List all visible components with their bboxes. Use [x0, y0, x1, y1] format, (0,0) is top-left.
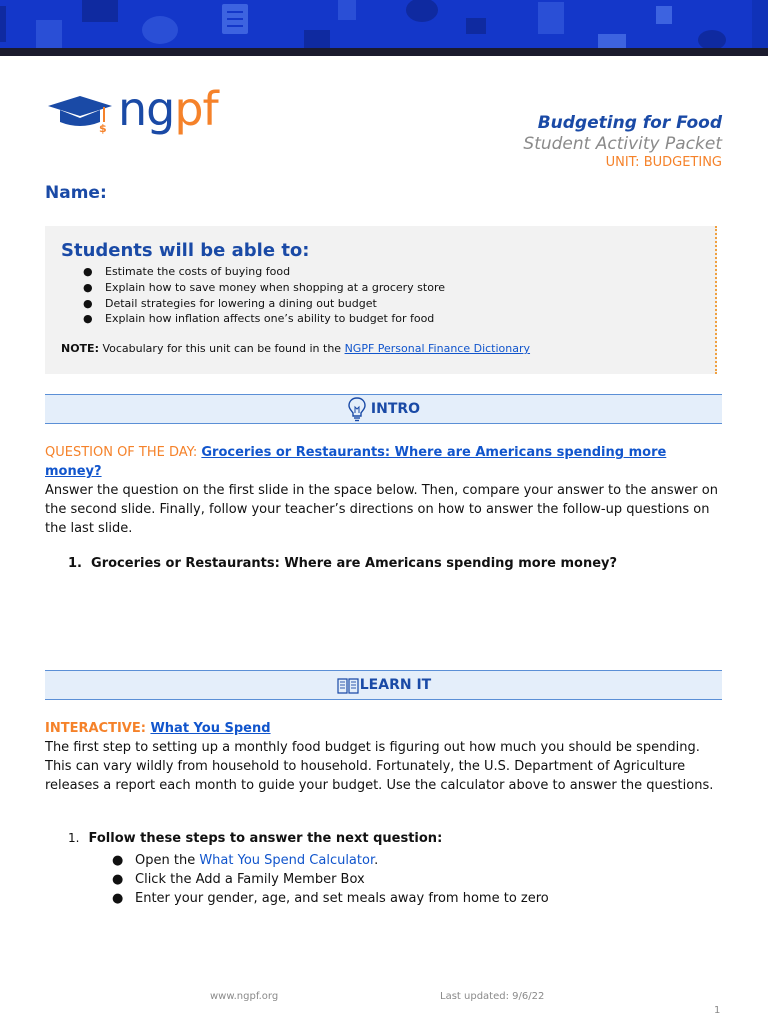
dictionary-link[interactable]: NGPF Personal Finance Dictionary [344, 342, 531, 355]
document-title: Budgeting for Food [537, 113, 722, 133]
step-item: ● Click the Add a Family Member Box [112, 870, 549, 889]
unit-label: UNIT: BUDGETING [605, 155, 722, 170]
qotd-link[interactable]: Groceries or Restaurants: Where are Americans spending more money? [45, 445, 667, 479]
footer-url: www.ngpf.org [210, 991, 279, 1002]
steps-heading [68, 831, 442, 846]
svg-text:$: $ [99, 122, 107, 135]
learn-paragraph: The first step to setting up a monthly food budget is figuring out how much you should be spending. This can vary wildly from household to household. Fortunately, the U.S. Department of Agriculture releases a report each month to guide your budget. Use the calculator above to answer the questions. [45, 740, 714, 793]
what-you-spend-link[interactable]: What You Spend [150, 721, 271, 736]
step-heading-text: Follow these steps to answer the next question: [88, 831, 443, 846]
intro-instructions: Answer the question on the first slide in the space below. Then, compare your answer to the answer on the second slide. Finally, follow your teacher’s directions on how to answer the follow-up questions on the last slide. [45, 483, 718, 536]
intro-section-header [45, 394, 722, 424]
note-text: Vocabulary for this unit can be found in the [98, 342, 345, 355]
document-subtitle: Student Activity Packet [523, 134, 722, 154]
step-number: 1. [68, 831, 80, 845]
objectives-heading: Students will be able to: [61, 240, 310, 261]
banner-pattern [0, 0, 768, 48]
objective-item: ● Detail strategies for lowering a dining out budget [83, 296, 445, 312]
qotd-label: QUESTION OF THE DAY: [45, 445, 202, 460]
footer-updated: Last updated: 9/6/22 [440, 991, 545, 1002]
lightbulb-icon [347, 396, 367, 422]
objectives-list [83, 264, 445, 327]
objectives-box [45, 226, 717, 374]
page-number: 1 [714, 1005, 721, 1016]
objective-item: ● Estimate the costs of buying food [83, 264, 445, 280]
header-divider [0, 48, 768, 56]
header-banner [0, 0, 768, 48]
logo-wordmark: ngpf [118, 82, 218, 136]
interactive-heading [45, 719, 725, 738]
learn-it-section-header [45, 670, 722, 700]
question-of-the-day [45, 443, 725, 481]
name-label: Name: [45, 183, 107, 203]
graduation-cap-icon [46, 92, 116, 136]
document-title-block [523, 113, 722, 171]
intro-section-label: INTRO [370, 401, 421, 417]
step-item: ● Open the What You Spend Calculator. [112, 851, 549, 870]
steps-list [112, 851, 549, 908]
objective-item: ● Explain how to save money when shopping at a grocery store [83, 280, 445, 296]
open-book-icon [336, 675, 360, 695]
step-item: ● Enter your gender, age, and set meals away from home to zero [112, 889, 549, 908]
intro-question [68, 556, 617, 571]
question-number: 1. [68, 556, 82, 571]
objective-item: ● Explain how inflation affects one’s ability to budget for food [83, 311, 445, 327]
question-text: Groceries or Restaurants: Where are Americans spending more money? [91, 556, 618, 571]
calculator-link[interactable]: What You Spend Calculator [199, 853, 375, 868]
ngpf-logo [46, 82, 218, 136]
learn-it-section-label: LEARN IT [359, 677, 432, 693]
vocabulary-note [61, 342, 530, 355]
interactive-label: INTERACTIVE: [45, 721, 151, 736]
note-label: NOTE: [61, 342, 99, 355]
